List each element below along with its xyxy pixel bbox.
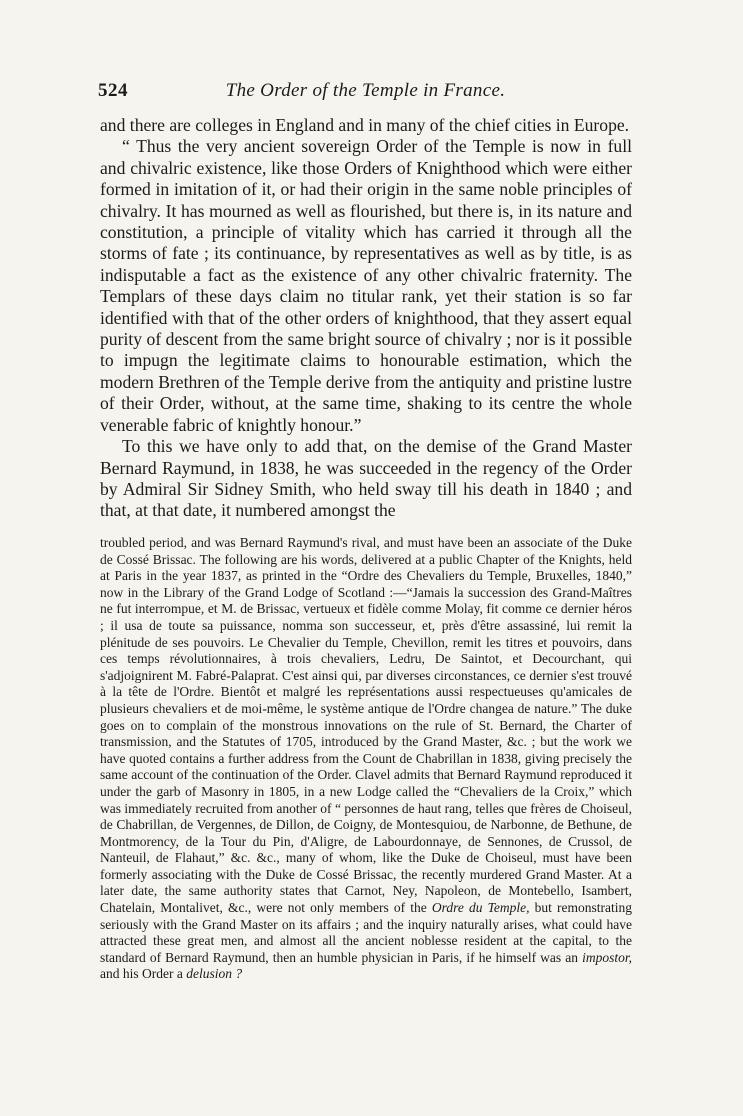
paragraph: and there are colleges in England and in many of the chief cities in Europe. <box>100 115 630 135</box>
paragraph: “ Thus the very ancient sovereign Order of the Temple is now in full and chivalric existence, like those Orders of Knighthood which were either formed in imitation of it, or had their origin in the same noble principles of chivalry. It has mourned as well as flourished, but there is, in its nature and constitution, a principle of vitality which has carried it through all the storms of fate ; its continuance, by representatives as well as by title, is as indisputable a fact as the existence of any other chivalric fraternity. The Templars of these days claim no titular rank, yet their station is so far identified with that of the other orders of knighthood, that they assert equal purity of descent from the same bright source of chivalry ; nor is it possible to impugn the legitimate claims to honourable estimation, which the modern Brethren of the Temple derive from the antiquity and pristine lustre of their Order, without, at the same time, shaking to its centre the whole venerable fabric of knightly honour.” <box>100 136 632 435</box>
footnote-italic-title: Ordre du Temple, <box>431 900 530 916</box>
footnote-italic-word: delusion ? <box>186 966 243 982</box>
footnote-italic-word: impostor, <box>582 949 632 965</box>
page-header <box>98 80 633 106</box>
footnote-paragraph <box>100 535 632 983</box>
running-title: The Order of the Temple in France. <box>225 80 506 101</box>
page-number: 524 <box>98 80 128 101</box>
footnote <box>100 535 632 983</box>
paragraph: To this we have only to add that, on the demise of the Grand Master Bernard Raymund, in 1838, he was succeeded in the regency of the Order by Admiral Sir Sidney Smith, who held sway till his death in 1840 ; and that, at that date, it numbered amongst the <box>100 436 632 521</box>
main-text <box>100 115 632 522</box>
footnote-text: and his Order a <box>100 966 187 982</box>
footnote-text: but remonstrating seriously with the Grand Master on its affairs ; and the inquiry naturally arises, what could have attracted these great men, and almost all the ancient noblesse resident at the capital, to the standard of Bernard Raymund, then an humble physician in Paris, if he himself was an <box>100 900 632 965</box>
footnote-text: troubled period, and was Bernard Raymund's rival, and must have been an associate of the Duke de Cossé Brissac. The following are his words, delivered at a public Chapter of the Knights, held at Paris in the year 1837, as printed in the “Ordre des Chevaliers du Temple, Bruxelles, 1840,” now in the Library of the Grand Lodge of Scotland :—“Jamais la succession des Grand-Maîtres ne fut interrompue, et M. de Brissac, vertueux et fidèle comme Molay, fit comme ce dernier héros ; il usa de toute sa puissance, nomma son successeur, et, près d'être assassiné, lui remit la plénitude de ses pouvoirs. Le Chevalier du Temple, Chevillon, remit les titres et pouvoirs, dans ces temps révolutionnaires, à trois chevaliers, Ledru, De Saintot, et Decourchant, qui s'adjoignirent M. Fabré-Palaprat. C'est ainsi qui, par diverses circonstances, ce dernier s'est trouvé à la tête de l'Ordre. Bientôt et malgré les représentations aussi respectueuses qu'amicales de plusieurs chevaliers et de moi-même, le système antique de l'Ordre changea de nature.” The duke goes on to complain of the monstrous innovations on the rule of St. Bernard, the Charter of transmission, and the Statutes of 1705, introduced by the Grand Master, &c. ; but the work we have quoted contains a further address from the Count de Chabrillan in 1838, giving precisely the same account of the continuation of the Order. Clavel admits that Bernard Raymund reproduced it under the garb of Masonry in 1805, in a new Lodge called the “Chevaliers de la Croix,” which was immediately recruited from another of “ personnes de haut rang, telles que frères de Choiseul, de Chabrillan, de Vergennes, de Dillon, de Coigny, de Montesquiou, de Narbonne, de Bethune, de Montmorency, de la Tour du Pin, d'Aligre, de Labourdonnaye, de Sennones, de Crussol, de Nanteuil, de Flahaut,” &c. &c., many of whom, like the Duke de Choiseul, must have been formerly associating with the Duke de Cossé Brissac, the recently murdered Grand Master. At a later date, the same authority states that Carnot, Ney, Napoleon, de Montebello, Isambert, Chatelain, Montalivet, &c., were not only members of the <box>100 535 632 916</box>
